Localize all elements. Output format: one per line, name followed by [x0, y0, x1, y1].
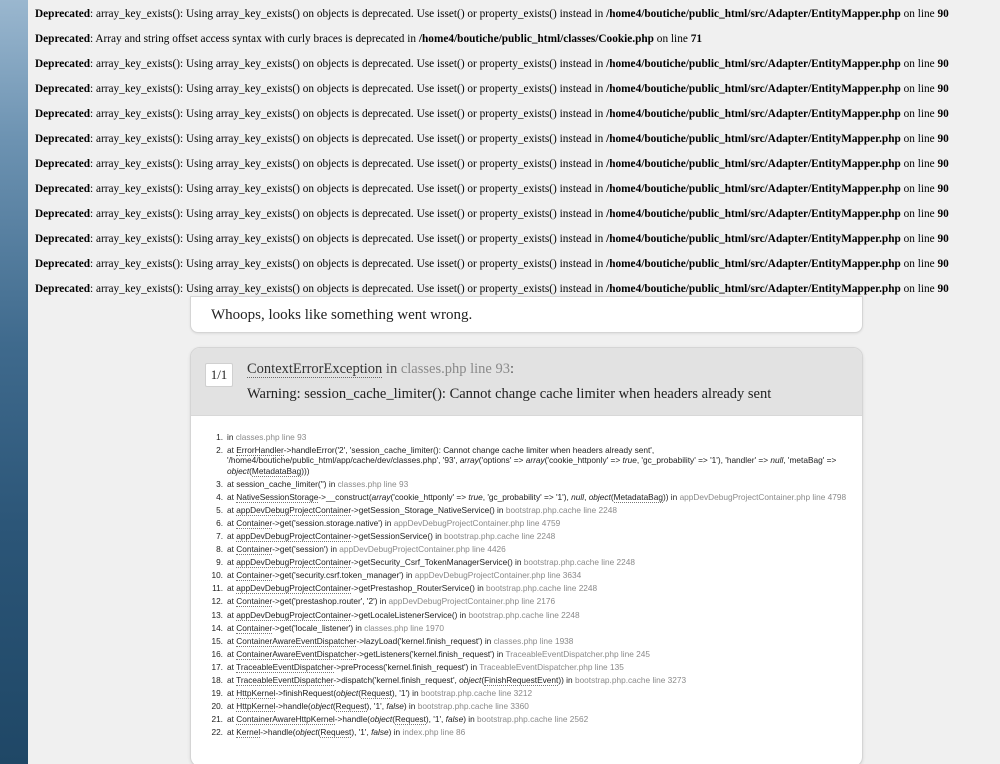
trace-text: at	[227, 517, 237, 528]
trace-text: object	[588, 491, 611, 502]
trace-text: at	[227, 596, 237, 607]
trace-text: )) in	[558, 675, 575, 685]
trace-text: ->get('session') in	[272, 544, 340, 555]
trace-text: ), '1',	[366, 701, 387, 712]
trace-text: object	[459, 675, 482, 685]
trace-file: bootstrap.php.cache line 2562	[477, 714, 589, 725]
warning-on-line: on line	[900, 108, 938, 120]
trace-class-abbr[interactable]: Request	[320, 727, 352, 738]
trace-text: , 'gc_probability' => '1'), 'handler' =>	[636, 455, 771, 466]
trace-text: ,	[584, 491, 589, 502]
warning-line-number: 71	[690, 33, 702, 45]
trace-number: 16.	[211, 648, 223, 659]
trace-item	[211, 701, 851, 711]
warning-on-line: on line	[900, 233, 938, 245]
trace-number: 14.	[211, 622, 223, 633]
trace-item	[211, 675, 851, 685]
trace-class-abbr[interactable]: ContainerAwareHttpKernel	[236, 714, 335, 725]
exception-header	[191, 348, 862, 416]
warning-message: : array_key_exists(): Using array_key_exists() on objects is deprecated. Use isset() or property_exists() instead in	[90, 208, 607, 220]
trace-file: appDevDebugProjectContainer.php line 4759	[393, 517, 561, 528]
trace-file: bootstrap.php.cache line 3273	[574, 675, 687, 685]
trace-class-abbr[interactable]: HttpKernel	[236, 701, 276, 712]
trace-file: appDevDebugProjectContainer.php line 2176	[388, 596, 556, 607]
trace-class-abbr[interactable]: ContainerAwareEventDispatcher	[236, 648, 357, 659]
trace-text: ('options' =>	[478, 455, 526, 466]
trace-text: ->getSecurity_Csrf_TokenManagerService() in	[351, 557, 524, 568]
whoops-banner	[190, 296, 863, 333]
trace-text: false	[371, 727, 389, 738]
trace-class-abbr[interactable]: ErrorHandler	[236, 445, 284, 456]
deprecation-warnings	[35, 7, 995, 307]
trace-item	[211, 557, 851, 567]
trace-class-abbr[interactable]: TraceableEventDispatcher	[236, 661, 334, 672]
warning-label: Deprecated	[35, 283, 91, 295]
trace-class-abbr[interactable]: Container	[236, 517, 273, 528]
trace-text: at	[227, 544, 237, 555]
trace-text: )) in	[662, 491, 680, 502]
warning-label: Deprecated	[35, 208, 91, 220]
trace-text: ->getSessionService() in	[351, 530, 445, 541]
deprecation-warning	[35, 32, 995, 57]
warning-label: Deprecated	[35, 158, 91, 170]
trace-text: at	[227, 622, 237, 633]
trace-item	[211, 662, 851, 672]
trace-number: 8.	[216, 544, 223, 555]
trace-text: in	[227, 432, 236, 442]
trace-class-abbr[interactable]: Request	[335, 701, 367, 712]
warning-label: Deprecated	[35, 33, 91, 45]
trace-number: 3.	[216, 478, 223, 489]
warning-on-line: on line	[900, 258, 938, 270]
trace-text: ), '1') in	[391, 688, 421, 699]
exception-counter: 1/1	[205, 363, 233, 387]
trace-class-abbr[interactable]: Request	[361, 688, 392, 699]
trace-item	[211, 505, 851, 515]
trace-number: 11.	[212, 583, 223, 594]
trace-item	[211, 649, 851, 659]
trace-text: object	[227, 465, 250, 476]
warning-message: : array_key_exists(): Using array_key_exists() on objects is deprecated. Use isset() or property_exists() instead in	[90, 58, 607, 70]
trace-text: at	[227, 688, 237, 699]
warning-on-line: on line	[900, 83, 938, 95]
trace-number: 12.	[211, 596, 223, 607]
trace-number: 19.	[211, 688, 223, 699]
warning-file: /home4/boutiche/public_html/src/Adapter/EntityMapper.php	[606, 8, 901, 20]
trace-text: ), '1',	[351, 727, 372, 738]
warning-message: : Array and string offset access syntax with curly braces is deprecated in	[90, 33, 419, 45]
trace-class-abbr[interactable]: Container	[236, 544, 273, 555]
exception-colon: :	[509, 361, 514, 377]
warning-file: /home4/boutiche/public_html/classes/Cookie.php	[418, 33, 654, 45]
warning-line-number: 90	[937, 8, 949, 20]
exception-class[interactable]: ContextErrorException	[247, 361, 383, 377]
warning-message: : array_key_exists(): Using array_key_exists() on objects is deprecated. Use isset() or property_exists() instead in	[90, 183, 607, 195]
trace-item	[211, 596, 851, 606]
warning-message: : array_key_exists(): Using array_key_exists() on objects is deprecated. Use isset() or property_exists() instead in	[90, 133, 607, 145]
exception-in-text: in	[382, 361, 401, 377]
trace-text: at	[227, 445, 237, 456]
trace-item	[211, 531, 851, 541]
warning-label: Deprecated	[35, 258, 91, 270]
browser-page	[28, 0, 1000, 764]
trace-class-abbr[interactable]: appDevDebugProjectContainer	[236, 609, 352, 620]
warning-on-line: on line	[900, 8, 938, 20]
trace-text: at	[227, 635, 237, 646]
trace-file: index.php line 86	[402, 727, 466, 738]
trace-number: 4.	[216, 491, 223, 502]
trace-number: 2.	[216, 445, 223, 456]
trace-text: (	[610, 491, 614, 502]
trace-file: appDevDebugProjectContainer.php line 4426	[339, 544, 506, 555]
trace-text: at	[227, 504, 237, 515]
trace-number: 6.	[216, 517, 223, 528]
trace-class-abbr[interactable]: Request	[394, 714, 426, 725]
trace-file: bootstrap.php.cache line 3360	[417, 701, 529, 712]
warning-file: /home4/boutiche/public_html/src/Adapter/EntityMapper.php	[606, 133, 901, 145]
trace-text: ->dispatch('kernel.finish_request',	[333, 675, 460, 685]
trace-file: appDevDebugProjectContainer.php line 3634	[414, 570, 582, 581]
trace-text: at	[227, 675, 237, 685]
trace-item	[211, 727, 851, 737]
trace-text: ('cookie_httponly' =>	[390, 491, 469, 502]
trace-text: (	[481, 675, 485, 685]
trace-text: ->get('session.storage.native') in	[272, 517, 394, 528]
trace-text: at	[227, 661, 237, 672]
warning-label: Deprecated	[35, 58, 91, 70]
trace-class-abbr[interactable]: Container	[236, 570, 273, 581]
trace-file: bootstrap.php.cache line 2248	[485, 583, 598, 594]
warning-label: Deprecated	[35, 233, 91, 245]
trace-text: ->finishRequest(	[275, 688, 337, 699]
trace-number: 21.	[211, 714, 223, 725]
warning-on-line: on line	[900, 208, 938, 220]
warning-file: /home4/boutiche/public_html/src/Adapter/EntityMapper.php	[606, 283, 901, 295]
warning-line-number: 90	[937, 183, 949, 195]
trace-item	[211, 623, 851, 633]
trace-number: 5.	[216, 504, 223, 515]
trace-text: at	[227, 648, 237, 659]
trace-text: (	[332, 701, 336, 712]
trace-text: array	[525, 455, 545, 466]
trace-file: classes.php line 93	[337, 478, 409, 489]
trace-text: ->getSession_Storage_NativeService() in	[351, 504, 506, 515]
trace-file: TraceableEventDispatcher.php line 135	[479, 661, 624, 672]
trace-text: false	[445, 714, 464, 725]
deprecation-warning	[35, 82, 995, 107]
trace-file: classes.php line 1938	[493, 635, 574, 646]
warning-line-number: 90	[937, 233, 949, 245]
warning-label: Deprecated	[35, 8, 91, 20]
trace-text: at	[227, 714, 237, 725]
deprecation-warning	[35, 7, 995, 32]
trace-class-abbr[interactable]: FinishRequestEvent	[484, 675, 559, 685]
trace-item	[211, 636, 851, 646]
warning-line-number: 90	[937, 208, 949, 220]
trace-text: ->handleError('2', 'session_cache_limiter(): Cannot change cache limiter when headers already sent', '/home4/boutiche/public_html/app/cache/dev/classes.php', '93',	[227, 445, 655, 466]
warning-on-line: on line	[900, 183, 938, 195]
trace-text: ->handle(	[334, 714, 371, 725]
trace-file: appDevDebugProjectContainer.php line 4798	[679, 491, 847, 502]
trace-class-abbr[interactable]: TraceableEventDispatcher	[236, 675, 334, 685]
warning-line-number: 90	[937, 108, 949, 120]
deprecation-warning	[35, 132, 995, 157]
trace-item	[211, 688, 851, 698]
warning-file: /home4/boutiche/public_html/src/Adapter/EntityMapper.php	[606, 83, 901, 95]
trace-text: at	[227, 727, 237, 738]
warning-line-number: 90	[937, 133, 949, 145]
whoops-message: Whoops, looks like something went wrong.	[211, 307, 473, 323]
trace-text: at	[227, 583, 237, 594]
trace-file: bootstrap.php.cache line 3212	[420, 688, 533, 699]
trace-text: , 'metaBag' =>	[783, 455, 837, 466]
trace-text: ->handle(	[275, 701, 311, 712]
trace-item	[211, 583, 851, 593]
trace-text: (	[249, 465, 252, 476]
trace-text: object	[295, 727, 318, 738]
deprecation-warning	[35, 157, 995, 182]
exception-file: classes.php line 93	[400, 361, 510, 377]
warning-line-number: 90	[937, 258, 949, 270]
trace-text: at	[227, 530, 237, 541]
trace-text: at	[227, 570, 237, 581]
trace-text: at	[227, 557, 237, 568]
trace-number: 17.	[211, 661, 223, 672]
trace-item	[211, 445, 851, 476]
trace-text: ) in	[403, 701, 418, 712]
trace-item	[211, 570, 851, 580]
trace-text: ->getListeners('kernel.finish_request') in	[356, 648, 506, 659]
deprecation-warning	[35, 182, 995, 207]
trace-text: true	[468, 491, 483, 502]
warning-message: : array_key_exists(): Using array_key_exists() on objects is deprecated. Use isset() or property_exists() instead in	[90, 8, 607, 20]
trace-text: array	[371, 491, 391, 502]
trace-number: 10.	[211, 570, 223, 581]
trace-class-abbr[interactable]: appDevDebugProjectContainer	[236, 557, 352, 568]
trace-file: TraceableEventDispatcher.php line 245	[505, 648, 650, 659]
warning-file: /home4/boutiche/public_html/src/Adapter/EntityMapper.php	[606, 233, 901, 245]
warning-on-line: on line	[900, 58, 938, 70]
trace-text: at	[227, 609, 237, 620]
trace-text: array	[459, 455, 479, 466]
warning-message: : array_key_exists(): Using array_key_exists() on objects is deprecated. Use isset() or property_exists() instead in	[90, 158, 607, 170]
trace-text: ) in	[388, 727, 403, 738]
trace-class-abbr[interactable]: appDevDebugProjectContainer	[236, 504, 352, 515]
warning-label: Deprecated	[35, 133, 91, 145]
trace-text: true	[622, 455, 637, 466]
deprecation-warning	[35, 257, 995, 282]
trace-text: )))	[301, 465, 310, 476]
trace-class-abbr[interactable]: Kernel	[236, 727, 261, 738]
trace-number: 22.	[211, 727, 223, 738]
trace-text: ->get('security.csrf.token_manager') in	[272, 570, 415, 581]
warning-file: /home4/boutiche/public_html/src/Adapter/EntityMapper.php	[606, 158, 901, 170]
trace-number: 15.	[211, 635, 223, 646]
trace-file: bootstrap.php.cache line 2248	[444, 530, 556, 541]
trace-class-abbr[interactable]: HttpKernel	[236, 688, 276, 699]
warning-file: /home4/boutiche/public_html/src/Adapter/EntityMapper.php	[606, 183, 901, 195]
trace-number: 18.	[211, 675, 223, 685]
warning-message: : array_key_exists(): Using array_key_exists() on objects is deprecated. Use isset() or property_exists() instead in	[90, 233, 607, 245]
trace-text: ->preProcess('kernel.finish_request') in	[333, 661, 480, 672]
trace-item	[211, 714, 851, 724]
warning-message: : array_key_exists(): Using array_key_exists() on objects is deprecated. Use isset() or property_exists() instead in	[90, 283, 607, 295]
trace-text: ->lazyLoad('kernel.finish_request') in	[356, 635, 494, 646]
exception-panel	[190, 347, 863, 764]
trace-class-abbr[interactable]: appDevDebugProjectContainer	[236, 530, 352, 541]
trace-class-abbr[interactable]: MetadataBag	[613, 491, 663, 502]
warning-line-number: 90	[937, 83, 949, 95]
trace-text: ), '1',	[425, 714, 446, 725]
trace-item	[211, 479, 851, 489]
desktop-background	[0, 0, 28, 764]
trace-text: false	[386, 701, 404, 712]
trace-number: 13.	[211, 609, 223, 620]
warning-message: : array_key_exists(): Using array_key_exists() on objects is deprecated. Use isset() or property_exists() instead in	[90, 108, 607, 120]
trace-text: at session_cache_limiter('') in	[227, 478, 338, 489]
trace-text: ->getPrestashop_RouterService() in	[351, 583, 486, 594]
trace-text: ->handle(	[260, 727, 296, 738]
trace-class-abbr[interactable]: Container	[236, 622, 273, 633]
trace-class-abbr[interactable]: ContainerAwareEventDispatcher	[236, 635, 357, 646]
warning-line-number: 90	[937, 283, 949, 295]
warning-message: : array_key_exists(): Using array_key_exists() on objects is deprecated. Use isset() or property_exists() instead in	[90, 258, 607, 270]
warning-message: : array_key_exists(): Using array_key_exists() on objects is deprecated. Use isset() or property_exists() instead in	[90, 83, 607, 95]
warning-line-number: 90	[937, 58, 949, 70]
trace-text: null	[770, 455, 784, 466]
warning-label: Deprecated	[35, 108, 91, 120]
trace-class-abbr[interactable]: appDevDebugProjectContainer	[236, 583, 352, 594]
trace-item	[211, 518, 851, 528]
trace-text: null	[571, 491, 585, 502]
trace-text: at	[227, 491, 237, 502]
warning-file: /home4/boutiche/public_html/src/Adapter/EntityMapper.php	[606, 258, 901, 270]
deprecation-warning	[35, 57, 995, 82]
trace-item	[211, 610, 851, 620]
exception-title	[247, 361, 514, 378]
warning-label: Deprecated	[35, 183, 91, 195]
trace-item	[211, 544, 851, 554]
trace-text: (	[317, 727, 321, 738]
trace-file: bootstrap.php.cache line 2248	[523, 557, 635, 568]
deprecation-warning	[35, 207, 995, 232]
trace-text: object	[310, 701, 333, 712]
stack-trace	[211, 432, 851, 740]
trace-number: 7.	[216, 530, 223, 541]
trace-class-abbr[interactable]: NativeSessionStorage	[236, 491, 319, 502]
trace-text: (	[358, 688, 361, 699]
trace-text: ->__construct(	[318, 491, 372, 502]
trace-text: object	[336, 688, 359, 699]
warning-label: Deprecated	[35, 83, 91, 95]
trace-text: ) in	[463, 714, 478, 725]
trace-text: (	[392, 714, 395, 725]
trace-text: at	[227, 701, 237, 712]
trace-text: ('cookie_httponly' =>	[544, 455, 623, 466]
warning-on-line: on line	[900, 133, 938, 145]
warning-on-line: on line	[900, 283, 938, 295]
deprecation-warning	[35, 107, 995, 132]
trace-item	[211, 492, 851, 502]
trace-file: classes.php line 93	[235, 432, 307, 442]
trace-file: classes.php line 1970	[364, 622, 444, 633]
trace-text: object	[370, 714, 393, 725]
trace-text: , 'gc_probability' => '1'),	[482, 491, 572, 502]
trace-item	[211, 432, 851, 442]
warning-file: /home4/boutiche/public_html/src/Adapter/EntityMapper.php	[606, 58, 901, 70]
exception-message: Warning: session_cache_limiter(): Cannot change cache limiter when headers already sent	[247, 386, 772, 402]
trace-number: 20.	[211, 701, 223, 712]
trace-file: bootstrap.php.cache line 2248	[505, 504, 617, 515]
deprecation-warning	[35, 232, 995, 257]
warning-file: /home4/boutiche/public_html/src/Adapter/EntityMapper.php	[606, 208, 901, 220]
trace-number: 1.	[216, 432, 223, 442]
trace-class-abbr[interactable]: Container	[236, 596, 273, 607]
warning-on-line: on line	[653, 33, 691, 45]
warning-on-line: on line	[900, 158, 938, 170]
trace-text: ->getLocaleListenerService() in	[351, 609, 469, 620]
trace-text: ->get('prestashop.router', '2') in	[272, 596, 389, 607]
trace-number: 9.	[216, 557, 223, 568]
warning-line-number: 90	[937, 158, 949, 170]
trace-file: bootstrap.php.cache line 2248	[468, 609, 580, 620]
warning-file: /home4/boutiche/public_html/src/Adapter/EntityMapper.php	[606, 108, 901, 120]
trace-class-abbr[interactable]: MetadataBag	[251, 465, 302, 476]
trace-text: ->get('locale_listener') in	[272, 622, 365, 633]
